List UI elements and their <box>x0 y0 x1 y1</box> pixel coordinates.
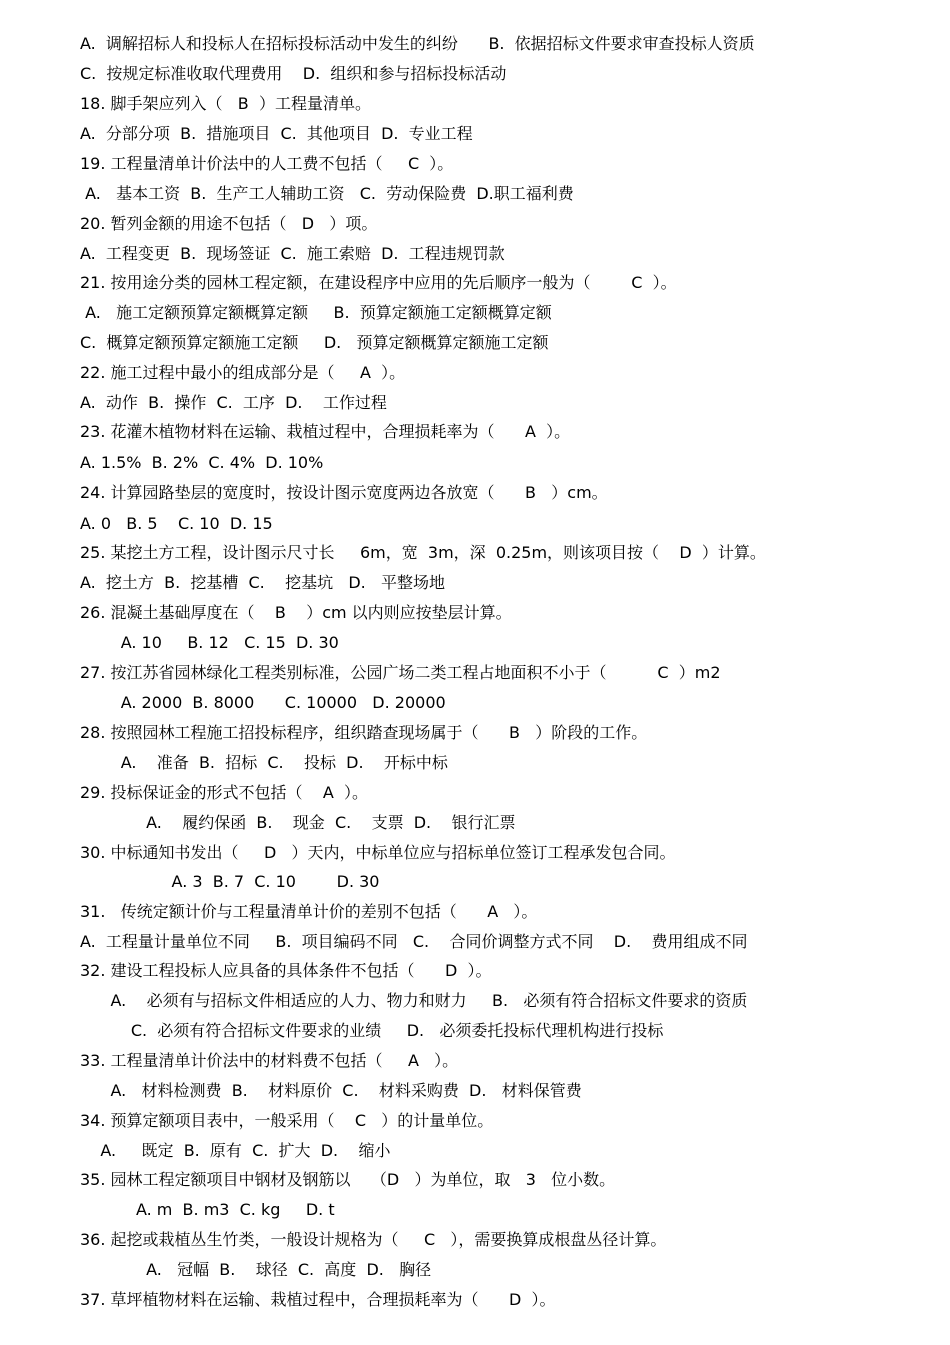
text-line: A. 工程变更 B. 现场签证 C. 施工索赔 D. 工程违规罚款 <box>80 244 505 263</box>
text-line: A. 动作 B. 操作 C. 工序 D. 工作过程 <box>80 393 387 412</box>
text-line: A. 2000 B. 8000 C. 10000 D. 20000 <box>80 693 446 712</box>
text-line: A. 冠幅 B. 球径 C. 高度 D. 胸径 <box>80 1260 432 1279</box>
text-line: A. 基本工资 B. 生产工人辅助工资 C. 劳动保险费 D.职工福利费 <box>80 184 574 203</box>
text-line: A. 1.5% B. 2% C. 4% D. 10% <box>80 453 324 472</box>
text-line: 29. 投标保证金的形式不包括（ A ）。 <box>80 783 368 802</box>
text-line: 18. 脚手架应列入（ B ）工程量清单。 <box>80 94 371 113</box>
text-line: 37. 草坪植物材料在运输、栽植过程中，合理损耗率为（ D ）。 <box>80 1290 556 1309</box>
text-line: 31. 传统定额计价与工程量清单计价的差别不包括（ A ）。 <box>80 902 538 921</box>
text-line: 19. 工程量清单计价法中的人工费不包括（ C ）。 <box>80 154 454 173</box>
text-line: 23. 花灌木植物材料在运输、栽植过程中，合理损耗率为（ A ）。 <box>80 422 571 441</box>
text-line: 22. 施工过程中最小的组成部分是（ A ）。 <box>80 363 406 382</box>
text-line: A. 工程量计量单位不同 B. 项目编码不同 C. 合同价调整方式不同 D. 费用组成不同 <box>80 932 748 951</box>
text-line: 20. 暂列金额的用途不包括（ D ）项。 <box>80 214 378 233</box>
text-line: A. 准备 B. 招标 C. 投标 D. 开标中标 <box>80 753 448 772</box>
text-line: C. 概算定额预算定额施工定额 D. 预算定额概算定额施工定额 <box>80 333 549 352</box>
text-line: 36. 起挖或栽植丛生竹类，一般设计规格为（ C ），需要换算成根盘丛径计算。 <box>80 1230 667 1249</box>
text-line: A. 履约保函 B. 现金 C. 支票 D. 银行汇票 <box>80 813 516 832</box>
text-line: A. 材料检测费 B. 材料原价 C. 材料采购费 D. 材料保管费 <box>80 1081 582 1100</box>
text-line: 33. 工程量清单计价法中的材料费不包括（ A ）。 <box>80 1051 459 1070</box>
text-line: 34. 预算定额项目表中，一般采用（ C ）的计量单位。 <box>80 1111 494 1130</box>
text-line: 28. 按照园林工程施工招投标程序，组织踏查现场属于（ B ）阶段的工作。 <box>80 723 648 742</box>
text-line: C. 必须有符合招标文件要求的业绩 D. 必须委托投标代理机构进行投标 <box>80 1021 664 1040</box>
text-line: 26. 混凝土基础厚度在（ B ）cm 以内则应按垫层计算。 <box>80 603 512 622</box>
text-line: A. 3 B. 7 C. 10 D. 30 <box>80 872 380 891</box>
text-line: A. 0 B. 5 C. 10 D. 15 <box>80 514 273 533</box>
text-line: 21. 按用途分类的园林工程定额，在建设程序中应用的先后顺序一般为（ C ）。 <box>80 273 677 292</box>
text-line: A. m B. m3 C. kg D. t <box>80 1200 335 1219</box>
text-line: A. 10 B. 12 C. 15 D. 30 <box>80 633 339 652</box>
text-line: 27. 按江苏省园林绿化工程类别标准，公园广场二类工程占地面积不小于（ C ）m2 <box>80 663 721 682</box>
text-line: A. 挖土方 B. 挖基槽 C. 挖基坑 D. 平整场地 <box>80 573 446 592</box>
text-line: A. 必须有与招标文件相适应的人力、物力和财力 B. 必须有符合招标文件要求的资质 <box>80 991 748 1010</box>
text-line: A. 既定 B. 原有 C. 扩大 D. 缩小 <box>80 1141 391 1160</box>
text-line: C. 按规定标准收取代理费用 D. 组织和参与招标投标活动 <box>80 64 507 83</box>
text-line: 25. 某挖土方工程，设计图示尺寸长 6m，宽 3m，深 0.25m，则该项目按（ D ）计算。 <box>80 543 766 562</box>
text-line: 32. 建设工程投标人应具备的具体条件不包括（ D ）。 <box>80 961 492 980</box>
text-line: A. 分部分项 B. 措施项目 C. 其他项目 D. 专业工程 <box>80 124 473 143</box>
text-line: A. 施工定额预算定额概算定额 B. 预算定额施工定额概算定额 <box>80 303 552 322</box>
text-line: 24. 计算园路垫层的宽度时，按设计图示宽度两边各放宽（ B ）cm。 <box>80 483 608 502</box>
text-line: 35. 园林工程定额项目中钢材及钢筋以 （D ）为单位，取 3 位小数。 <box>80 1170 616 1189</box>
text-line: A. 调解招标人和投标人在招标投标活动中发生的纠纷 B. 依据招标文件要求审查投标人资质 <box>80 34 755 53</box>
text-line: 30. 中标通知书发出（ D ）天内，中标单位应与招标单位签订工程承发包合同。 <box>80 843 676 862</box>
